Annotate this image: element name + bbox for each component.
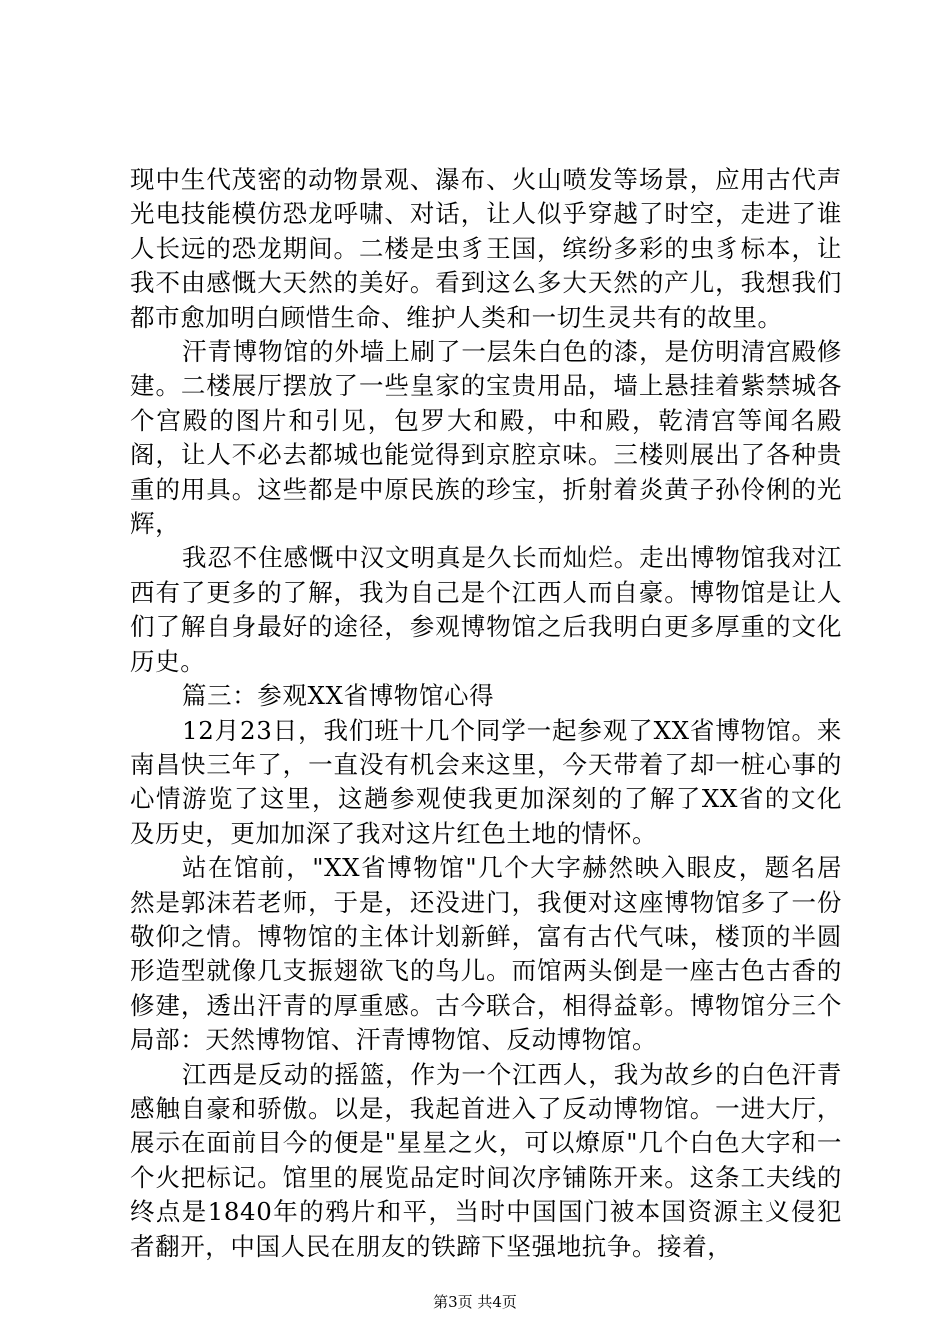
- document-body: [130, 163, 842, 1264]
- page-number-label: 第3页 共4页: [433, 1293, 517, 1311]
- paragraph-5: 12月23日，我们班十几个同学一起参观了XX省博物馆。来南昌快三年了，一直没有机会来这里，今天带着了却一桩心事的心情游览了这里，这趟参观使我更加深刻的了解了XX省的文化及历史，更加加深了我对这片红色土地的情怀。: [130, 715, 842, 848]
- paragraph-3: 我忍不住感慨中汉文明真是久长而灿烂。走出博物馆我对江西有了更多的了解，我为自己是个江西人而自豪。博物馆是让人们了解自身最好的途径，参观博物馆之后我明白更多厚重的文化历史。: [130, 543, 842, 676]
- section-heading: 篇三：参观XX省博物馆心得: [182, 681, 495, 711]
- paragraph-1: 现中生代茂密的动物景观、瀑布、火山喷发等场景，应用古代声光电技能模仿恐龙呼啸、对话，让人似乎穿越了时空，走进了谁人长远的恐龙期间。二楼是虫豸王国，缤纷多彩的虫豸标本，让我不由感慨大天然的美好。看到这么多大天然的产儿，我想我们都市愈加明白顾惜生命、维护人类和一切生灵共有的故里。: [130, 165, 842, 332]
- paragraph-6: 站在馆前，"XX省博物馆"几个大字赫然映入眼皮，题名居然是郭沫若老师，于是，还没进门，我便对这座博物馆多了一份敬仰之情。博物馆的主体计划新鲜，富有古代气味，楼顶的半圆形造型就像几支振翅欲飞的鸟儿。而馆两头倒是一座古色古香的修建，透出汗青的厚重感。古今联合，相得益彰。博物馆分三个局部：天然博物馆、汗青博物馆、反动博物馆。: [130, 853, 842, 1055]
- paragraph-2: 汗青博物馆的外墙上刷了一层朱白色的漆，是仿明清宫殿修建。二楼展厅摆放了一些皇家的宝贵用品，墙上悬挂着紫禁城各个宫殿的图片和引见，包罗大和殿，中和殿，乾清宫等闻名殿阁，让人不必去都城也能觉得到京腔京味。三楼则展出了各种贵重的用具。这些都是中原民族的珍宝，折射着炎黄子孙伶俐的光辉，: [130, 337, 842, 539]
- paragraph-7: 江西是反动的摇篮，作为一个江西人，我为故乡的白色汗青感触自豪和骄傲。以是，我起首进入了反动博物馆。一进大厅，展示在面前目今的便是"星星之火，可以燎原"几个白色大字和一个火把标记。馆里的展览品定时间次序铺陈开来。这条工夫线的终点是1840年的鸦片和平，当时中国国门被本国资源主义侵犯者翻开，中国人民在朋友的铁蹄下坚强地抗争。接着，: [130, 1059, 842, 1261]
- page-footer: [0, 1291, 950, 1312]
